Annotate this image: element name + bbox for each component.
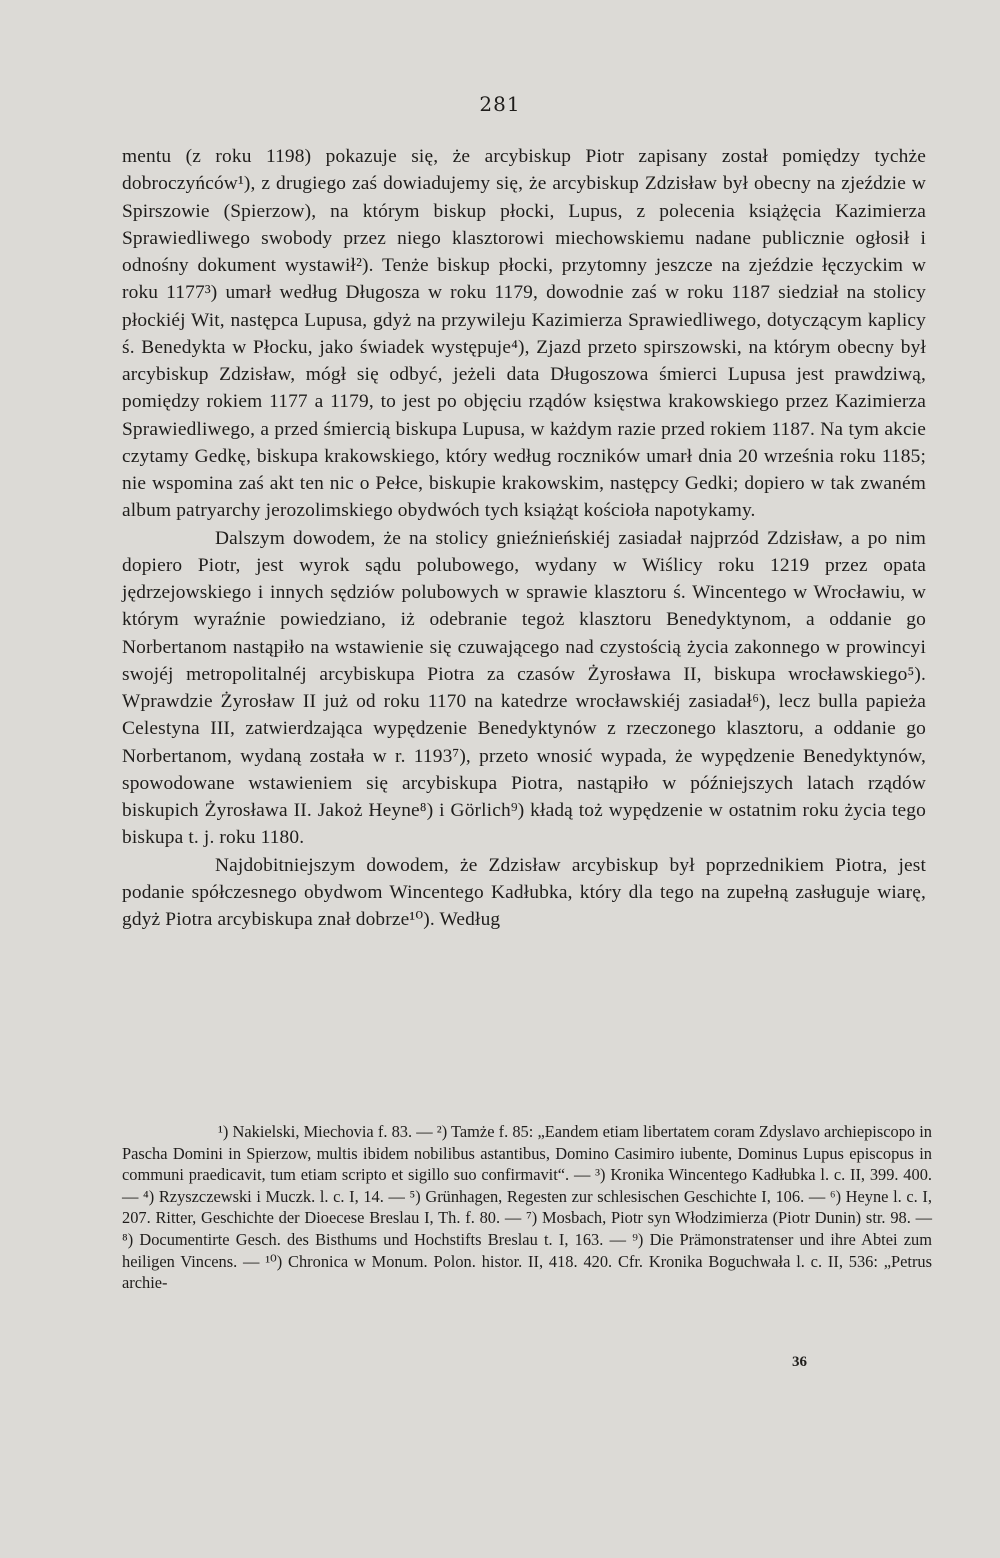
paragraph-3: Najdobitniejszym dowodem, że Zdzisław arcybiskup był poprzednikiem Piotra, jest podanie spółczesnego obydwom Wincentego Kadłubka, który dla tego na zupełną zasługuje wiarę, gdyż Piotra arcybiskupa znał dobrze¹⁰). Według xyxy=(122,854,926,930)
footnotes xyxy=(122,1121,932,1294)
main-text xyxy=(122,143,926,933)
paragraph-1: mentu (z roku 1198) pokazuje się, że arcybiskup Piotr zapisany został pomiędzy tychże dobroczyńców¹), z drugiego zaś dowiadujemy się, że arcybiskup Zdzisław był obecny na zjeździe w Spirszowie (Spierzow), na którym biskup płocki, Lupus, z polecenia książęcia Kazimierza Sprawiedliwego swobody przez niego klasztorowi miechowskiemu nadane publicznie ogłosił i odnośny dokument wystawił²). Tenże biskup płocki, przytomny jeszcze na zjeździe łęczyckim w roku 1177³) umarł według Długosza w roku 1179, dowodnie zaś w roku 1187 siedział na stolicy płockiéj Wit, następca Lupusa, gdyż na przywileju Kazimierza Sprawiedliwego, dotyczącym kaplicy ś. Benedykta w Płocku, jako świadek występuje⁴), Zjazd przeto spirszowski, na którym obecny był arcybiskup Zdzisław, mógł się odbyć, jeżeli data Długoszowa śmierci Lupusa jest prawdziwą, pomiędzy rokiem 1177 a 1179, to jest po objęciu rządów księstwa krakowskiego przez Kazimierza Sprawiedliwego, a przed śmiercią biskupa Lupusa, w każdym razie przed rokiem 1187. Na tym akcie czytamy Gedkę, biskupa krakowskiego, który według roczników umarł dnia 20 września roku 1185; nie wspomina zaś akt ten nic o Pełce, biskupie krakowskim, następcy Gedki; dopiero w tak zwaném album patryarchy jerozolimskiego obydwóch tych książąt kościoła napotykamy. xyxy=(122,146,926,522)
paragraph-2: Dalszym dowodem, że na stolicy gnieźnieńskiéj zasiadał najprzód Zdzisław, a po nim dopiero Piotr, jest wyrok sądu polubowego, wydany w Wiślicy roku 1219 przez opata jędrzejowskiego i innych sędziów polubowych w sprawie klasztoru ś. Wincentego w Wrocławiu, w którym wyraźnie powiedziano, iż odebranie tegoż klasztoru Benedyktynom, a oddanie go Norbertanom nastąpiło na wstawienie się czuwającego nad czystością życia zakonnego w prowincyi swojéj metropolitalnéj arcybiskupa Piotra za czasów Żyrosława II, biskupa wrocławskiego⁵). Wprawdzie Żyrosław II już od roku 1170 na katedrze wrocławskiéj zasiadał⁶), lecz bulla papieża Celestyna III, zatwierdzająca wypędzenie Benedyktynów z rzeczonego klasztoru, a oddanie go Norbertanom, wydaną została w r. 1193⁷), przeto wnosić wypada, że wypędzenie Benedyktynów, spowodowane wstawieniem się arcybiskupa Piotra, nastąpiło w późniejszych latach rządów biskupich Żyrosława II. Jakoż Heyne⁸) i Görlich⁹) kładą toż wypędzenie w ostatnim roku życia tego biskupa t. j. roku 1180. xyxy=(122,527,926,849)
footnotes-text: ¹) Nakielski, Miechovia f. 83. — ²) Tamże f. 85: „Eandem etiam libertatem coram Zdyslavo archiepiscopo in Pascha Domini in Spierzow, multis ibidem nobilibus astantibus, Domino Casimiro iubente, Dominus Lupus episcopus in communi praedicavit, tum etiam scripto et sigillo suo confirmavit“. — ³) Kronika Wincentego Kadłubka l. c. II, 399. 400. — ⁴) Rzyszczewski i Muczk. l. c. I, 14. — ⁵) Grünhagen, Regesten zur schlesischen Geschichte I, 106. — ⁶) Heyne l. c. I, 207. Ritter, Geschichte der Dioecese Breslau I, Th. f. 80. — ⁷) Mosbach, Piotr syn Włodzimierza (Piotr Dunin) str. 98. — ⁸) Documentirte Gesch. des Bisthums und Hochstifts Breslau t. I, 163. — ⁹) Die Prämonstratenser und ihre Abtei zum heiligen Vincens. — ¹⁰) Chronica w Monum. Polon. histor. II, 418. 420. Cfr. Kronika Boguchwała l. c. II, 536: „Petrus archie- xyxy=(122,1122,932,1293)
signature-mark: 36 xyxy=(792,1354,807,1370)
page-number: 281 xyxy=(479,92,521,116)
